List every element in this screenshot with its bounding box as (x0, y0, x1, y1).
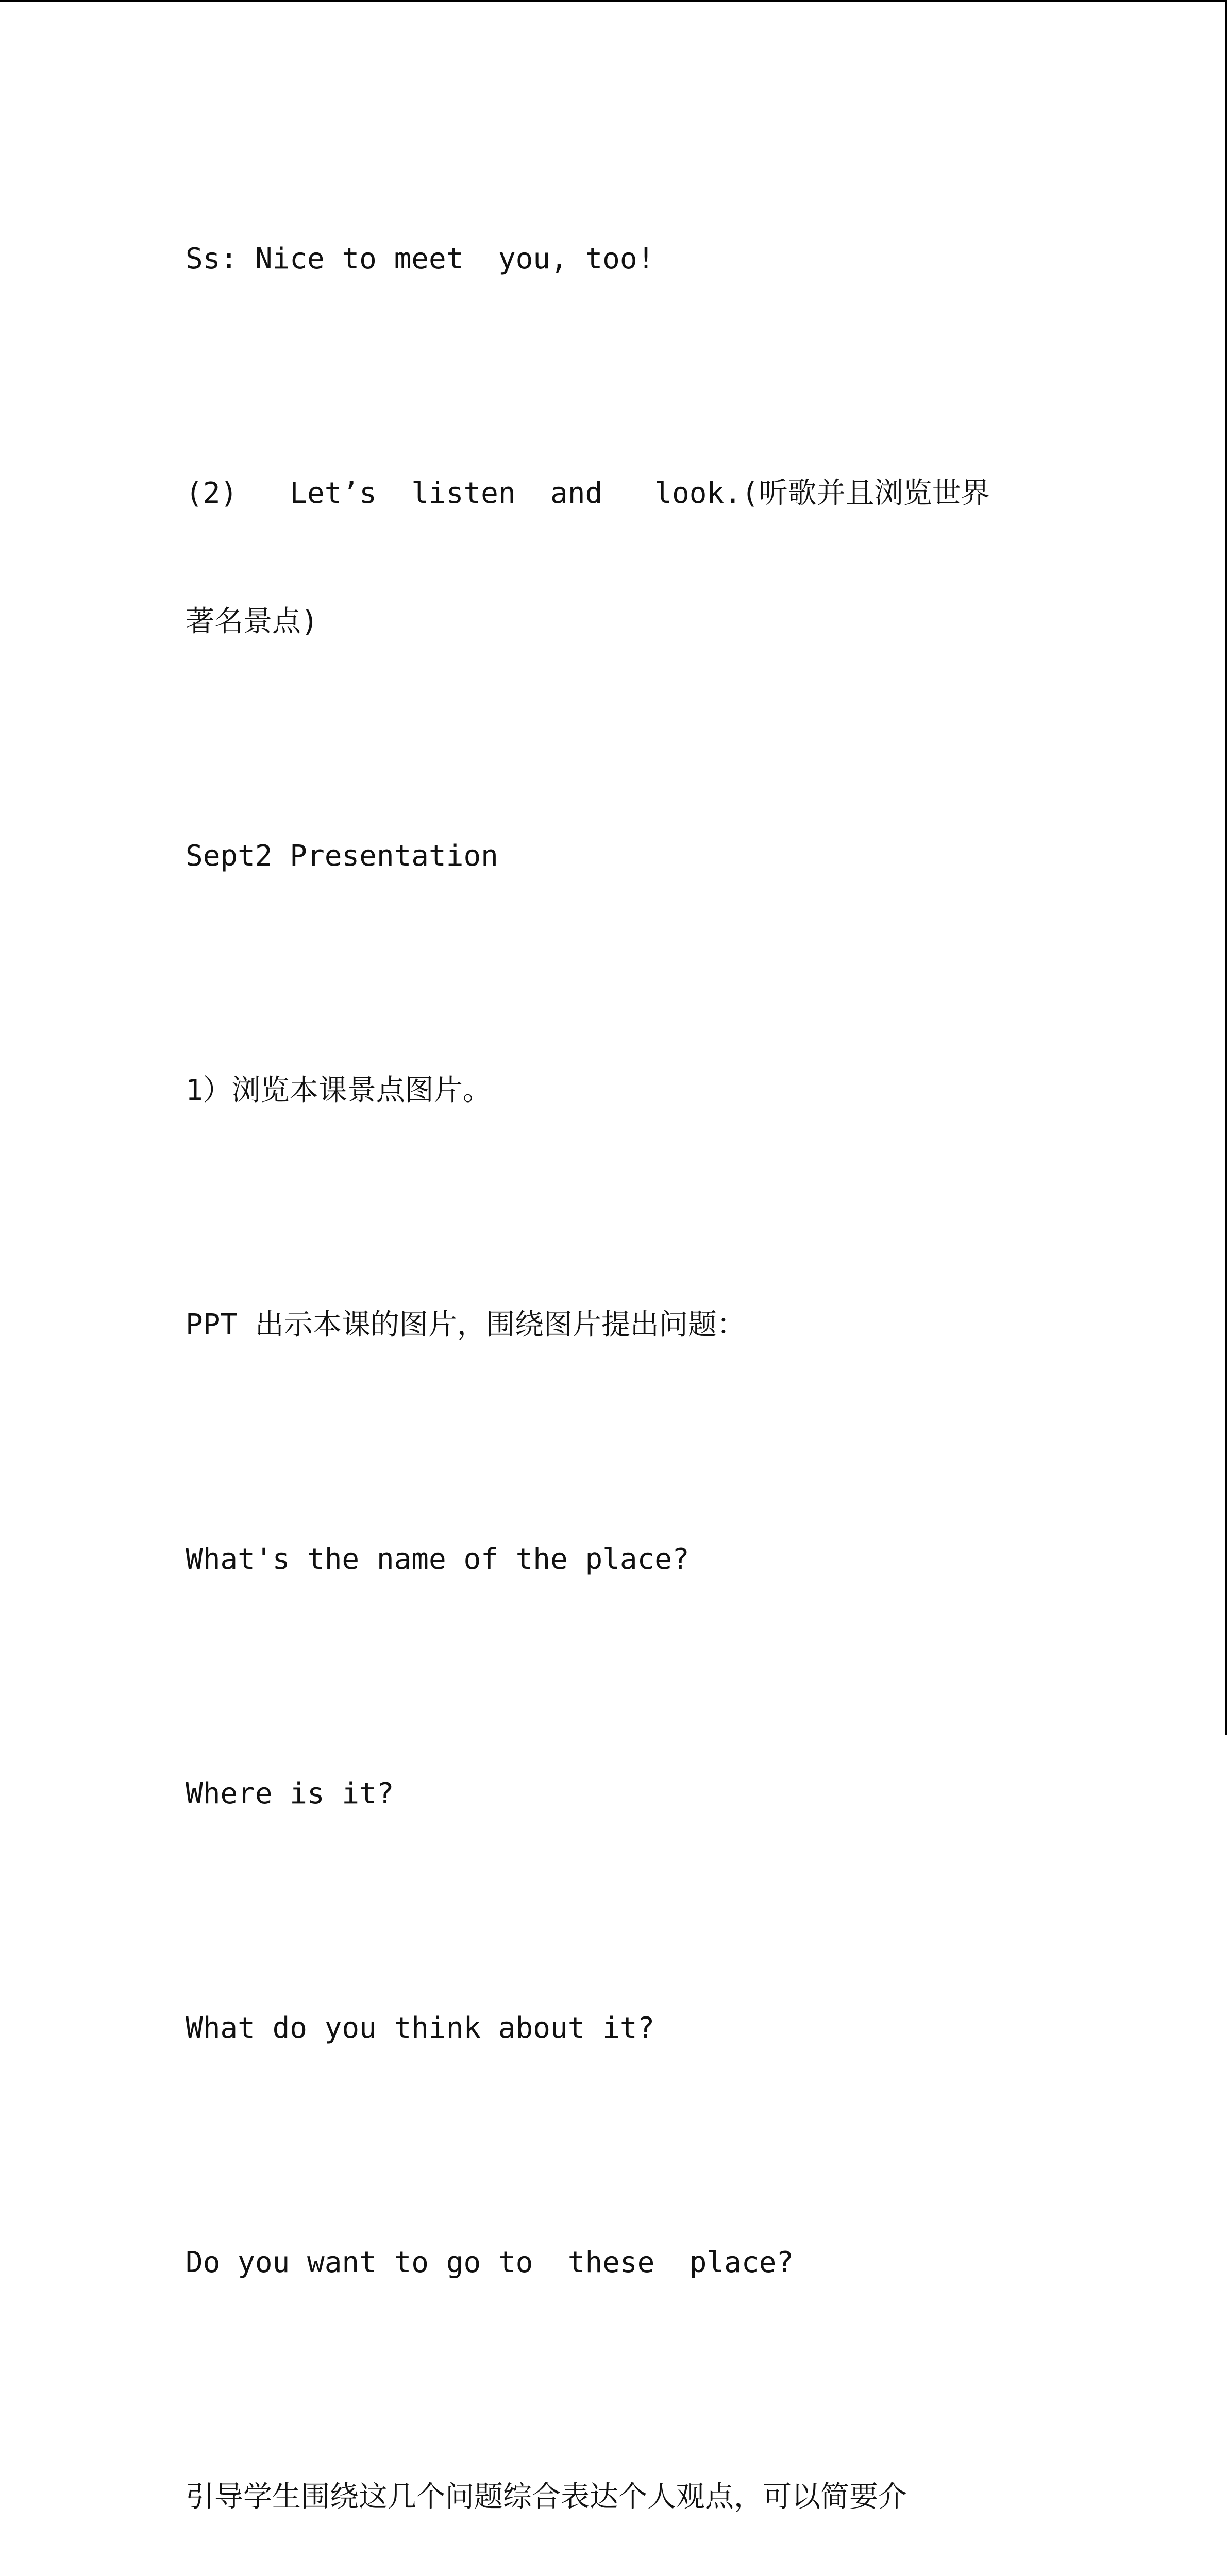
question-where-is-it (186, 1687, 1010, 1901)
paragraph-step-1 (186, 984, 1010, 1197)
text-line: What do you think about it? (186, 2011, 655, 2045)
text-line: 1）浏览本课景点图片。 (186, 1074, 492, 1107)
paragraph-guide-students (186, 2390, 1010, 2576)
paragraph-greeting-reply (186, 152, 1010, 366)
text-line: Do you want to go to these place? (186, 2246, 794, 2279)
text-line: What's the name of the place? (186, 1543, 690, 1576)
paragraph-ppt-questions (186, 1218, 1010, 1432)
text-line: Ss: Nice to meet you, too! (186, 242, 655, 276)
question-want-to-go (186, 2156, 1010, 2369)
text-line: 著名景点) (186, 605, 318, 638)
text-line: Where is it? (186, 1777, 394, 1810)
text-line: (2) Let’s listen and look.(听歌并且浏览世界 (186, 477, 990, 510)
section-heading-presentation (186, 749, 1010, 963)
question-name-of-place (186, 1452, 1010, 1666)
text-line: 引导学生围绕这几个问题综合表达个人观点，可以简要介 (186, 2480, 907, 2514)
text-line: Sept2 Presentation (186, 839, 498, 873)
text-line: PPT 出示本课的图片，围绕图片提出问题： (186, 1308, 746, 1342)
document-body (186, 152, 1010, 2576)
question-what-do-you-think (186, 1921, 1010, 2135)
paragraph-listen-and-look (186, 386, 1010, 728)
